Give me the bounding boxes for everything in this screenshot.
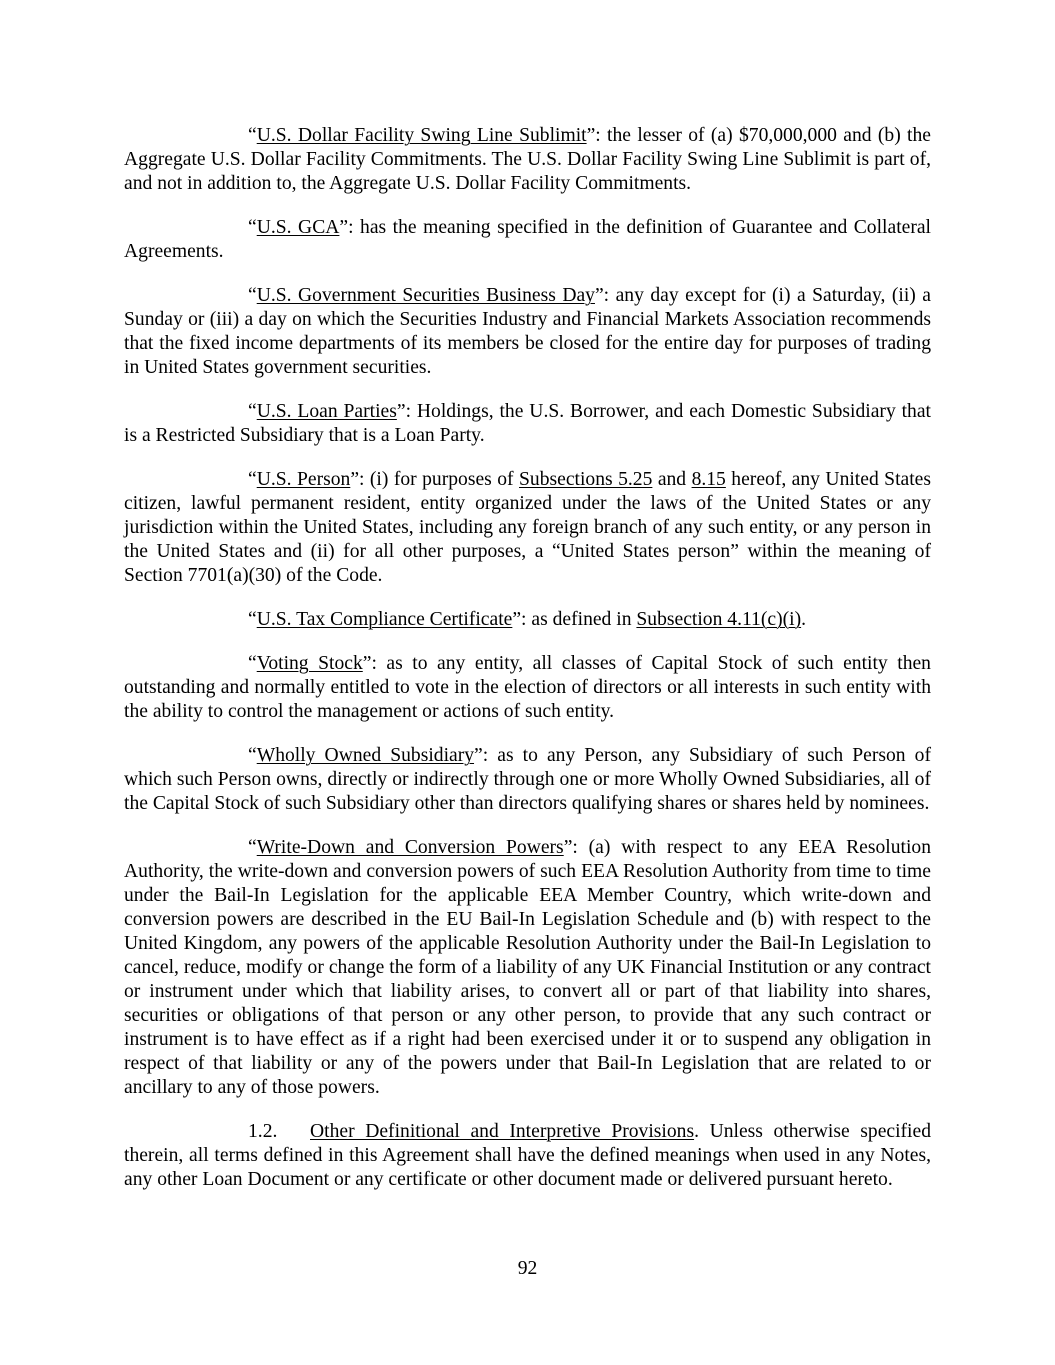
definition-us-person: “U.S. Person”: (i) for purposes of Subsections 5.25 and 8.15 hereof, any United States citizen, lawful permanent resident, entity organized under the laws of the United States or any jurisdiction within the United States, including any foreign branch of any such entity, or any person in the United States and (ii) for all other purposes, a “United States person” within the meaning of Section 7701(a)(30) of the Code. xyxy=(124,469,931,586)
definition-us-dollar-facility-swing-line-sublimit: “U.S. Dollar Facility Swing Line Sublimit”: the lesser of (a) $70,000,000 and (b) the Aggregate U.S. Dollar Facility Commitments. The U.S. Dollar Facility Swing Line Sublimit is part of, and not in addition to, the Aggregate U.S. Dollar Facility Commitments. xyxy=(124,125,931,194)
definition-text: has the meaning specified in the definition of Guarantee and Collateral Agreements. xyxy=(124,217,931,262)
definition-us-government-securities-business-day: “U.S. Government Securities Business Day”: any day except for (i) a Saturday, (ii) a Sunday or (iii) a day on which the Securities Industry and Financial Markets Association recommends that the fixed income departments of its members be closed for the entire day for purposes of trading in United States government securities. xyxy=(124,285,931,378)
defined-term: Voting Stock xyxy=(256,653,363,674)
section-text: Unless otherwise specified therein, all terms defined in this Agreement shall have the defined meanings when used in any Notes, any other Loan Document or any certificate or other document made or delivered pursuant hereto. xyxy=(124,1121,931,1190)
subsection-reference: Subsections 5.25 xyxy=(519,469,653,490)
definition-us-loan-parties: “U.S. Loan Parties”: Holdings, the U.S. Borrower, and each Domestic Subsidiary that is a Restricted Subsidiary that is a Loan Party. xyxy=(124,401,931,446)
section-title: Other Definitional and Interpretive Provisions xyxy=(310,1121,695,1142)
definition-write-down-and-conversion-powers: “Write-Down and Conversion Powers”: (a) with respect to any EEA Resolution Authority, the write-down and conversion powers of such EEA Resolution Authority from time to time under the Bail-In Legislation for the applicable EEA Member Country, which write-down and conversion powers are described in the EU Bail-In Legislation Schedule and (b) with respect to the United Kingdom, any powers of the applicable Resolution Authority under the Bail-In Legislation to cancel, reduce, modify or change the form of a liability of any UK Financial Institution or any contract or instrument under which that liability arises, to convert all or part of that liability into shares, securities or obligations of that person or any other person, to provide that any such contract or instrument is to have effect as if a right had been exercised under it or to suspend any obligation in respect of that liability or any of the powers under that Bail-In Legislation that are related to or ancillary to any of those powers. xyxy=(124,837,932,1098)
defined-term: U.S. Person xyxy=(256,469,351,490)
defined-term: Wholly Owned Subsidiary xyxy=(256,745,475,766)
defined-term: U.S. Tax Compliance Certificate xyxy=(256,609,513,630)
defined-term: Write-Down and Conversion Powers xyxy=(256,837,564,858)
definition-wholly-owned-subsidiary: “Wholly Owned Subsidiary”: as to any Person, any Subsidiary of such Person of which such Person owns, directly or indirectly through one or more Wholly Owned Subsidiaries, all of the Capital Stock of such Subsidiary other than directors qualifying shares or shares held by nominees. xyxy=(124,745,931,814)
defined-term: U.S. Government Securities Business Day xyxy=(256,285,595,306)
definition-voting-stock: “Voting Stock”: as to any entity, all classes of Capital Stock of such entity then outstanding and normally entitled to vote in the election of directors or all interests in such entity with the ability to control the management or actions of such entity. xyxy=(124,653,931,722)
definition-text: Holdings, the U.S. Borrower, and each Domestic Subsidiary that is a Restricted Subsidiary that is a Loan Party. xyxy=(124,401,931,446)
definition-text: the lesser of (a) $70,000,000 and (b) the Aggregate U.S. Dollar Facility Commitments. The U.S. Dollar Facility Swing Line Sublimit is part of, and not in addition to, the Aggregate U.S. Dollar Facility Commitments. xyxy=(124,125,931,194)
defined-term: U.S. GCA xyxy=(256,217,340,238)
section-number: 1.2. xyxy=(248,1121,278,1142)
document-page xyxy=(124,124,931,1192)
page-number: 92 xyxy=(517,1258,538,1279)
definition-us-gca: “U.S. GCA”: has the meaning specified in the definition of Guarantee and Collateral Agreements. xyxy=(124,217,931,262)
subsection-reference: Subsection 4.11(c)(i) xyxy=(636,609,802,630)
defined-term: U.S. Loan Parties xyxy=(256,401,397,422)
subsection-reference: 8.15 xyxy=(691,469,726,490)
definition-text: as to any Person, any Subsidiary of such Person of which such Person owns, directly or indirectly through one or more Wholly Owned Subsidiaries, all of the Capital Stock of such Subsidiary other than directors qualifying shares or shares held by nominees. xyxy=(124,745,931,814)
definition-us-tax-compliance-certificate: “U.S. Tax Compliance Certificate”: as defined in Subsection 4.11(c)(i). xyxy=(248,609,807,630)
definition-text: as to any entity, all classes of Capital Stock of such entity then outstanding and normally entitled to vote in the election of directors or all interests in such entity with the ability to control the management or actions of such entity. xyxy=(124,653,931,722)
defined-term: U.S. Dollar Facility Swing Line Sublimit xyxy=(256,125,587,146)
definition-text: (a) with respect to any EEA Resolution Authority, the write-down and conversion powers of such EEA Resolution Authority from time to time under the Bail-In Legislation for the applicable EEA Member Country, which write-down and conversion powers are described in the EU Bail-In Legislation Schedule and (b) with respect to the United Kingdom, any powers of the applicable Resolution Authority under the Bail-In Legislation to cancel, reduce, modify or change the form of a liability of any UK Financial Institution or any contract or instrument under which that liability arises, to convert all or part of that liability into shares, securities or obligations of that person or any other person, to provide that any such contract or instrument is to have effect as if a right had been exercised under it or to suspend any obligation in respect of that liability or any of the powers under that Bail-In Legislation that are related to or ancillary to any of those powers. xyxy=(124,837,932,1098)
definition-text: any day except for (i) a Saturday, (ii) a Sunday or (iii) a day on which the Securities Industry and Financial Markets Association recommends that the fixed income departments of its members be closed for the entire day for purposes of trading in United States government securities. xyxy=(124,285,931,378)
section-1-2: 1.2. Other Definitional and Interpretive Provisions. Unless otherwise specified therein, all terms defined in this Agreement shall have the defined meanings when used in any Notes, any other Loan Document or any certificate or other document made or delivered pursuant hereto. xyxy=(124,1121,931,1190)
